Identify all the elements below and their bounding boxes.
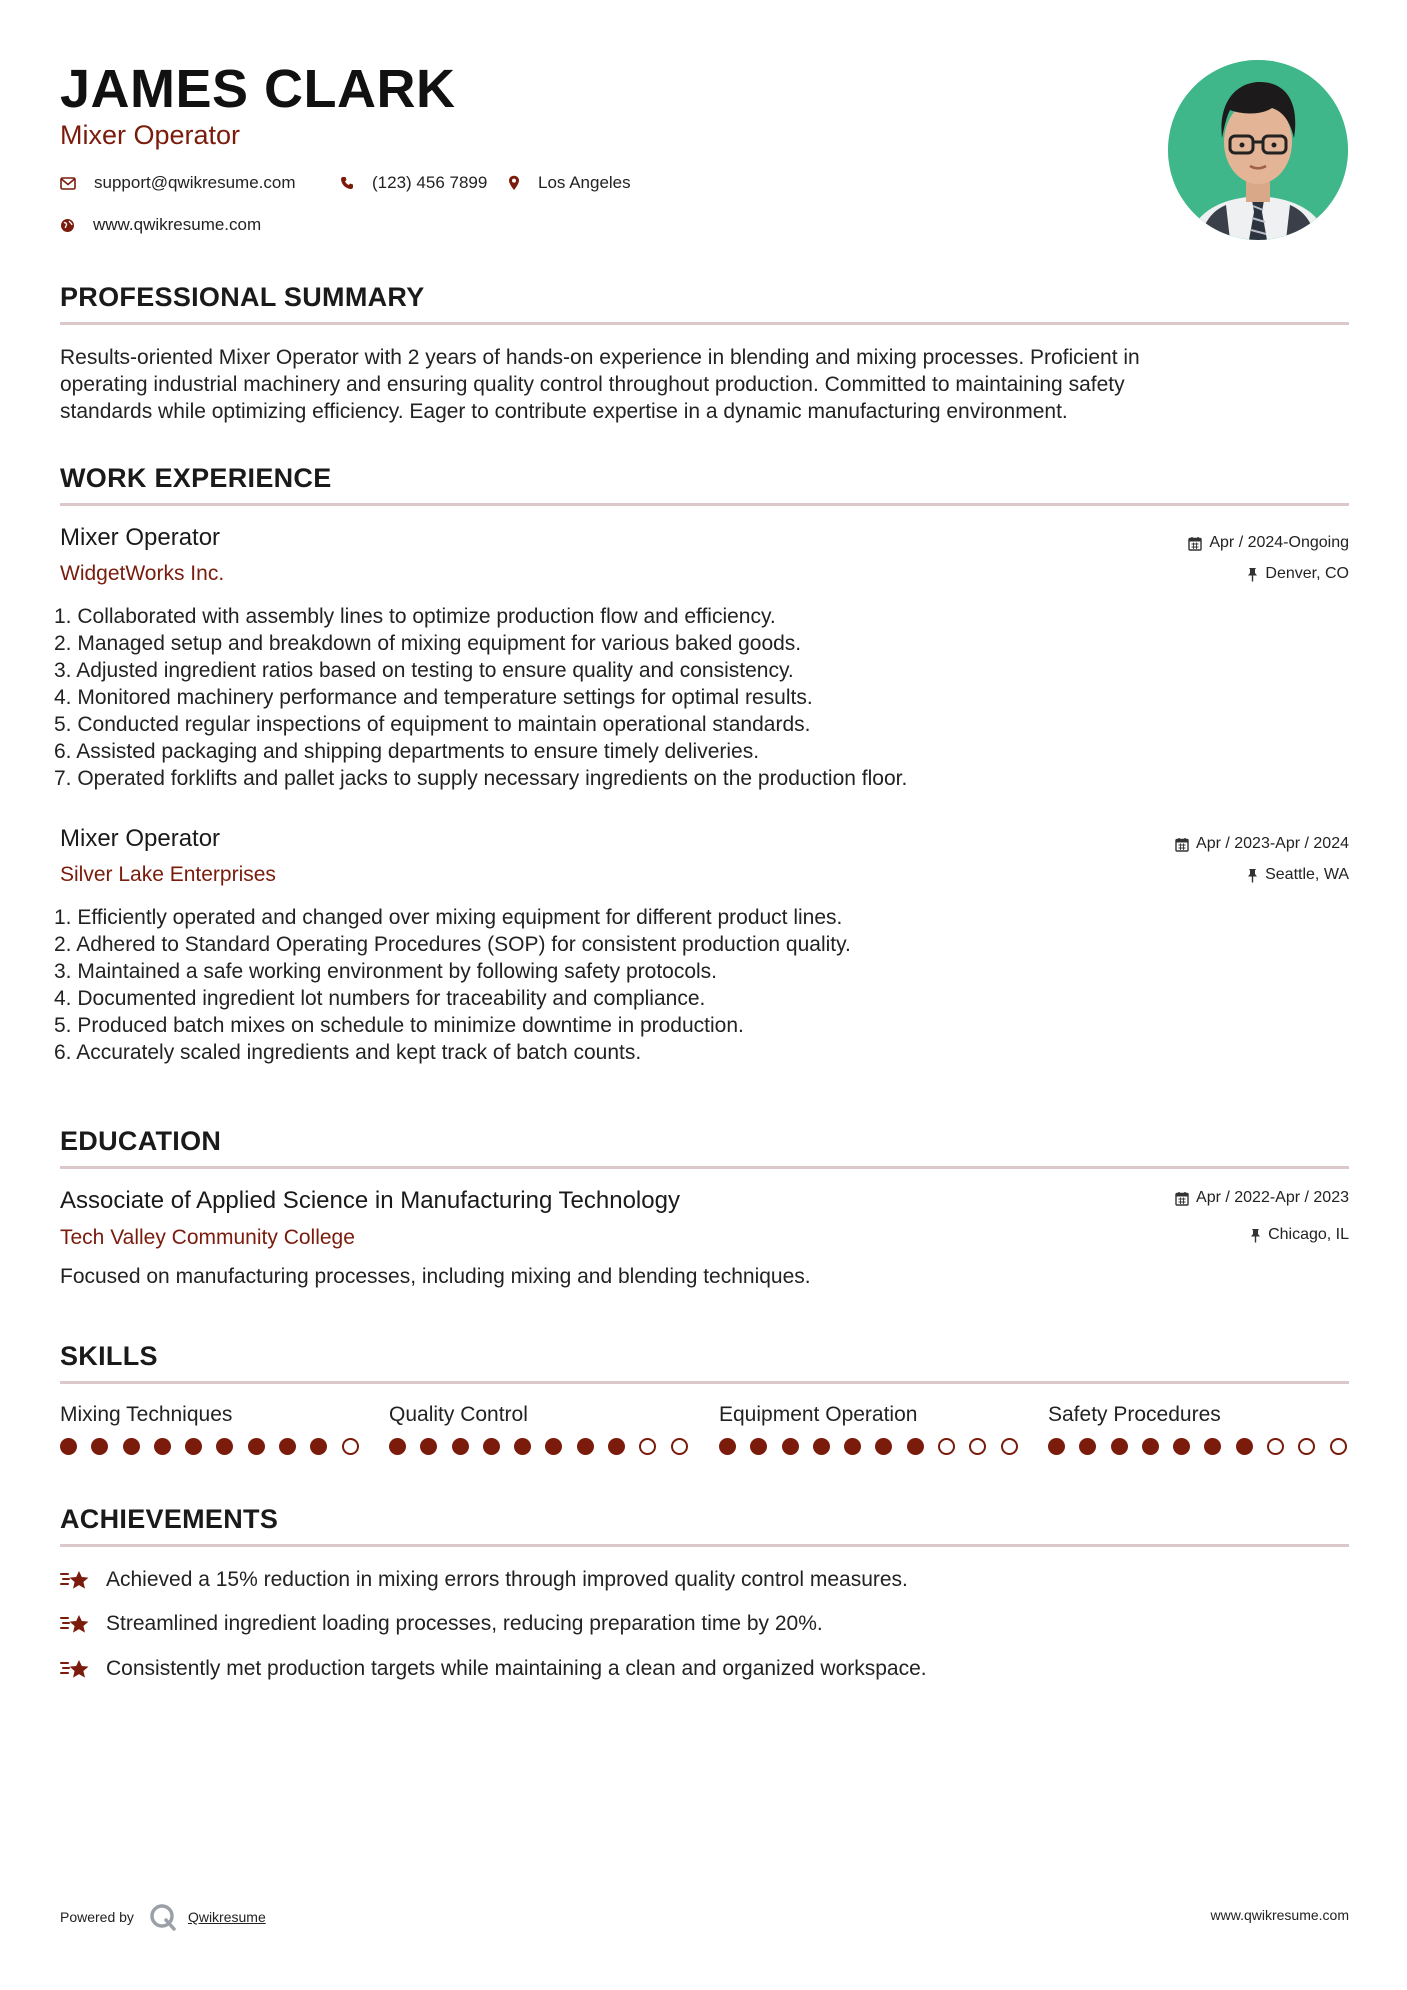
contact-email[interactable] xyxy=(60,173,296,193)
job-dates-text: Apr / 2024-Ongoing xyxy=(1209,534,1349,551)
rating-dot-filled xyxy=(420,1438,437,1455)
qwikresume-link[interactable]: Qwikresume xyxy=(187,1909,266,1925)
achievement-item xyxy=(60,1610,823,1638)
website-text: www.qwikresume.com xyxy=(93,215,262,234)
skill-rating xyxy=(719,1438,1032,1455)
skill-rating xyxy=(60,1438,373,1455)
rating-dot-filled xyxy=(844,1438,861,1455)
experience-heading: WORK EXPERIENCE xyxy=(60,463,332,493)
skill-item xyxy=(719,1403,1032,1455)
calendar-icon xyxy=(1188,536,1202,551)
rating-dot-filled xyxy=(1236,1438,1253,1455)
skills-heading: SKILLS xyxy=(60,1341,158,1371)
job-dates xyxy=(1175,835,1349,853)
shooting-star-icon xyxy=(60,1610,92,1638)
calendar-icon xyxy=(1175,837,1189,852)
achievement-item xyxy=(60,1566,908,1594)
list-item: 2. Adhered to Standard Operating Procedures (SOP) for consistent production quality. xyxy=(54,933,851,956)
skill-item xyxy=(1048,1403,1361,1455)
list-item: 3. Adjusted ingredient ratios based on testing to ensure quality and consistency. xyxy=(54,659,794,682)
achievements-divider xyxy=(60,1544,1349,1547)
list-item: 7. Operated forklifts and pallet jacks to supply necessary ingredients on the production floor. xyxy=(54,767,908,790)
contact-website[interactable] xyxy=(60,215,261,235)
summary-line: standards while optimizing efficiency. Eager to contribute expertise in a dynamic manufacturing environment. xyxy=(60,400,1068,423)
rating-dot-filled xyxy=(452,1438,469,1455)
skill-name: Safety Procedures xyxy=(1048,1403,1221,1426)
achievements-heading: ACHIEVEMENTS xyxy=(60,1504,279,1534)
contact-location xyxy=(508,173,631,193)
job-dates xyxy=(1188,534,1349,552)
rating-dot-filled xyxy=(750,1438,767,1455)
calendar-icon xyxy=(1175,1191,1189,1206)
rating-dot-filled xyxy=(608,1438,625,1455)
education-dates-text: Apr / 2022-Apr / 2023 xyxy=(1196,1189,1349,1206)
rating-dot-filled xyxy=(185,1438,202,1455)
rating-dot-filled xyxy=(389,1438,406,1455)
candidate-title: Mixer Operator xyxy=(60,120,241,150)
job-title: Mixer Operator xyxy=(60,524,221,551)
achievement-text: Streamlined ingredient loading processes, reducing preparation time by 20%. xyxy=(106,1612,823,1635)
education-location-text: Chicago, IL xyxy=(1268,1226,1349,1243)
rating-dot-filled xyxy=(545,1438,562,1455)
summary-divider xyxy=(60,322,1349,325)
job-company: Silver Lake Enterprises xyxy=(60,863,276,886)
rating-dot-filled xyxy=(248,1438,265,1455)
rating-dot-empty xyxy=(1267,1438,1284,1455)
rating-dot-filled xyxy=(91,1438,108,1455)
job-location xyxy=(1247,565,1349,583)
rating-dot-empty xyxy=(1001,1438,1018,1455)
skill-name: Equipment Operation xyxy=(719,1403,918,1426)
skill-rating xyxy=(1048,1438,1361,1455)
achievement-item xyxy=(60,1655,927,1683)
degree-title: Associate of Applied Science in Manufacturing Technology xyxy=(60,1187,680,1214)
summary-heading: PROFESSIONAL SUMMARY xyxy=(60,282,425,312)
pushpin-icon xyxy=(1247,868,1258,883)
map-pin-icon xyxy=(508,175,520,191)
rating-dot-empty xyxy=(342,1438,359,1455)
list-item: 6. Accurately scaled ingredients and kept track of batch counts. xyxy=(54,1041,642,1064)
rating-dot-filled xyxy=(514,1438,531,1455)
rating-dot-filled xyxy=(719,1438,736,1455)
job-responsibilities xyxy=(54,603,1344,792)
rating-dot-filled xyxy=(123,1438,140,1455)
experience-divider xyxy=(60,503,1349,506)
job-dates-text: Apr / 2023-Apr / 2024 xyxy=(1196,835,1349,852)
skill-item xyxy=(60,1403,373,1455)
rating-dot-empty xyxy=(1298,1438,1315,1455)
skill-item xyxy=(389,1403,702,1455)
skills-divider xyxy=(60,1381,1349,1384)
rating-dot-filled xyxy=(1048,1438,1065,1455)
summary-line: operating industrial machinery and ensuring quality control throughout production. Committed to maintaining safety xyxy=(60,373,1125,396)
rating-dot-empty xyxy=(969,1438,986,1455)
summary-line: Results-oriented Mixer Operator with 2 years of hands-on experience in blending and mixing processes. Proficient in xyxy=(60,346,1140,369)
education-heading: EDUCATION xyxy=(60,1126,222,1156)
pushpin-icon xyxy=(1247,567,1258,582)
qwikresume-logo-icon xyxy=(148,1902,178,1932)
list-item: 1. Efficiently operated and changed over mixing equipment for different product lines. xyxy=(54,906,843,929)
rating-dot-filled xyxy=(1079,1438,1096,1455)
rating-dot-filled xyxy=(907,1438,924,1455)
rating-dot-filled xyxy=(1204,1438,1221,1455)
skill-name: Mixing Techniques xyxy=(60,1403,233,1426)
list-item: 4. Documented ingredient lot numbers for traceability and compliance. xyxy=(54,987,706,1010)
profile-photo xyxy=(1168,60,1348,240)
education-description: Focused on manufacturing processes, including mixing and blending techniques. xyxy=(60,1265,811,1288)
skill-rating xyxy=(389,1438,702,1455)
job-location xyxy=(1247,866,1349,884)
pushpin-icon xyxy=(1250,1228,1261,1243)
list-item: 6. Assisted packaging and shipping departments to ensure timely deliveries. xyxy=(54,740,760,763)
list-item: 2. Managed setup and breakdown of mixing equipment for various baked goods. xyxy=(54,632,802,655)
list-item: 1. Collaborated with assembly lines to optimize production flow and efficiency. xyxy=(54,605,776,628)
footer-website[interactable]: www.qwikresume.com xyxy=(1210,1907,1349,1923)
rating-dot-filled xyxy=(1111,1438,1128,1455)
phone-icon xyxy=(340,176,354,190)
shooting-star-icon xyxy=(60,1655,92,1683)
rating-dot-filled xyxy=(310,1438,327,1455)
achievement-text: Achieved a 15% reduction in mixing errors through improved quality control measures. xyxy=(106,1568,908,1591)
rating-dot-empty xyxy=(938,1438,955,1455)
job-title: Mixer Operator xyxy=(60,825,221,852)
rating-dot-filled xyxy=(279,1438,296,1455)
education-location xyxy=(1250,1226,1349,1244)
rating-dot-filled xyxy=(1173,1438,1190,1455)
skill-name: Quality Control xyxy=(389,1403,528,1426)
phone-text: (123) 456 7899 xyxy=(372,173,488,192)
list-item: 5. Conducted regular inspections of equipment to maintain operational standards. xyxy=(54,713,811,736)
location-text: Los Angeles xyxy=(538,173,631,192)
email-text: support@qwikresume.com xyxy=(94,173,296,192)
rating-dot-filled xyxy=(216,1438,233,1455)
list-item: 3. Maintained a safe working environment by following safety protocols. xyxy=(54,960,718,983)
list-item: 5. Produced batch mixes on schedule to minimize downtime in production. xyxy=(54,1014,744,1037)
rating-dot-empty xyxy=(1330,1438,1347,1455)
globe-icon xyxy=(60,218,75,233)
rating-dot-filled xyxy=(782,1438,799,1455)
rating-dot-empty xyxy=(671,1438,688,1455)
school-name: Tech Valley Community College xyxy=(60,1226,355,1249)
envelope-icon xyxy=(60,177,76,190)
rating-dot-filled xyxy=(483,1438,500,1455)
achievement-text: Consistently met production targets while maintaining a clean and organized workspace. xyxy=(106,1657,927,1680)
job-location-text: Denver, CO xyxy=(1265,565,1349,582)
rating-dot-filled xyxy=(1142,1438,1159,1455)
rating-dot-filled xyxy=(577,1438,594,1455)
rating-dot-empty xyxy=(639,1438,656,1455)
education-divider xyxy=(60,1166,1349,1169)
job-location-text: Seattle, WA xyxy=(1265,866,1349,883)
summary-text xyxy=(60,344,1349,425)
candidate-name: JAMES CLARK xyxy=(60,59,456,119)
rating-dot-filled xyxy=(60,1438,77,1455)
job-responsibilities xyxy=(54,904,1344,1066)
rating-dot-filled xyxy=(875,1438,892,1455)
education-dates xyxy=(1175,1189,1349,1207)
avatar-portrait xyxy=(1168,60,1348,240)
list-item: 4. Monitored machinery performance and temperature settings for optimal results. xyxy=(54,686,813,709)
job-company: WidgetWorks Inc. xyxy=(60,562,225,585)
shooting-star-icon xyxy=(60,1566,92,1594)
powered-by-label: Powered by xyxy=(60,1909,134,1925)
footer-powered-by xyxy=(60,1902,266,1932)
rating-dot-filled xyxy=(154,1438,171,1455)
rating-dot-filled xyxy=(813,1438,830,1455)
contact-phone[interactable] xyxy=(340,173,487,193)
